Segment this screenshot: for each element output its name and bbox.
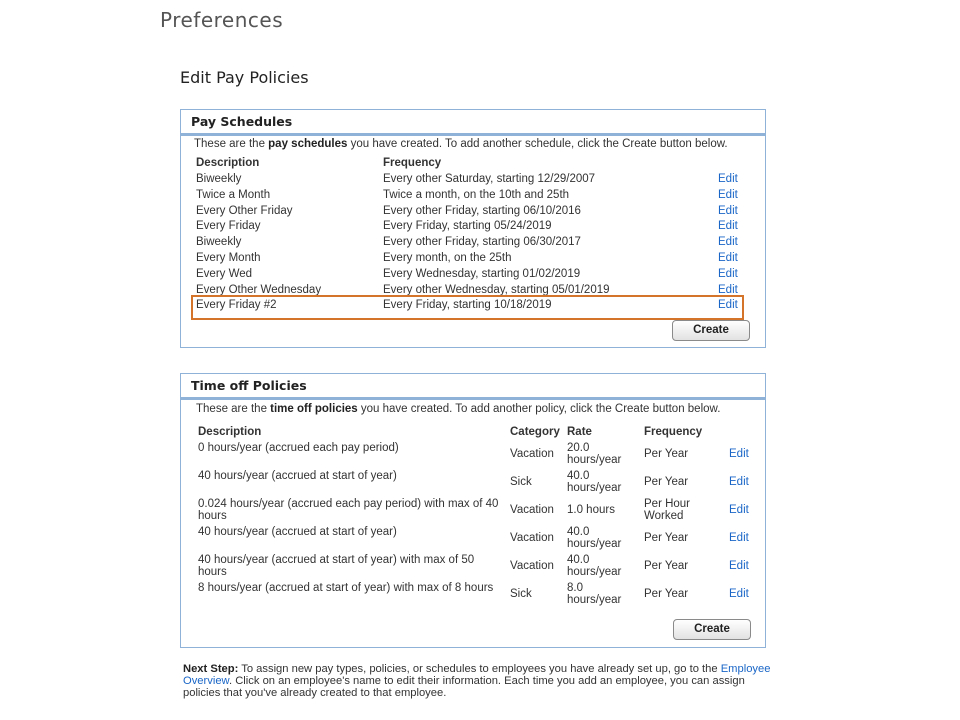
- time-off-rate-unit: hours/year: [567, 454, 622, 466]
- edit-time-off-link[interactable]: Edit: [729, 504, 749, 516]
- timeoff-col-category: Category: [510, 426, 560, 438]
- time-off-description: 0 hours/year (accrued each pay period): [198, 442, 399, 454]
- next-step-label: Next Step:: [183, 663, 239, 675]
- pay-schedule-description: Biweekly: [196, 236, 242, 248]
- edit-pay-schedule-link[interactable]: Edit: [718, 236, 738, 248]
- time-off-rate-unit: hours/year: [567, 482, 622, 494]
- time-off-rate: 8.0: [567, 582, 583, 594]
- time-off-description: 40 hours/year (accrued at start of year): [198, 470, 397, 482]
- edit-pay-schedule-link[interactable]: Edit: [718, 299, 738, 311]
- pay-schedule-description: Twice a Month: [196, 189, 271, 201]
- time-off-category: Sick: [510, 588, 532, 600]
- next-step-text: Next Step: To assign new pay types, policies, or schedules to employees you have already set up, go to the Employee Overview. Click on an employee's name to edit their information. Each time you add an employee, you can assign policies that you've already created to that employee.: [183, 663, 771, 699]
- time-off-category: Sick: [510, 476, 532, 488]
- edit-pay-schedule-link[interactable]: Edit: [718, 220, 738, 232]
- time-off-category: Vacation: [510, 532, 554, 544]
- pay-schedule-frequency: Every Wednesday, starting 01/02/2019: [383, 268, 581, 280]
- timeoff-col-rate: Rate: [567, 426, 592, 438]
- timeoff-col-frequency: Frequency: [644, 426, 703, 438]
- time-off-frequency: Per Year: [644, 532, 689, 544]
- pay-schedule-frequency: Every Friday, starting 10/18/2019: [383, 299, 552, 311]
- pay-schedule-description: Every Other Wednesday: [196, 284, 322, 296]
- pay-schedule-frequency: Every Friday, starting 05/24/2019: [383, 220, 552, 232]
- pay-schedule-description: Every Month: [196, 252, 261, 264]
- time-off-category: Vacation: [510, 448, 554, 460]
- time-off-rate: 20.0: [567, 442, 590, 454]
- time-off-rate-unit: hours/year: [567, 538, 622, 550]
- pay-schedule-description: Every Friday: [196, 220, 261, 232]
- pay-schedule-frequency: Every other Friday, starting 06/10/2016: [383, 205, 581, 217]
- pay-schedule-description: Every Friday #2: [196, 299, 277, 311]
- time-off-rate: 40.0: [567, 554, 590, 566]
- pay-schedule-frequency: Twice a month, on the 10th and 25th: [383, 189, 570, 201]
- time-off-description: 40 hours/year (accrued at start of year) with max of 50 hours: [198, 554, 475, 578]
- edit-time-off-link[interactable]: Edit: [729, 476, 749, 488]
- pay-schedule-description: Every Other Friday: [196, 205, 293, 217]
- time-off-frequency: Per Year: [644, 476, 689, 488]
- highlight-box: [191, 295, 744, 320]
- create-pay-schedule-button[interactable]: Create: [672, 320, 750, 341]
- edit-pay-schedule-link[interactable]: Edit: [718, 205, 738, 217]
- edit-time-off-link[interactable]: Edit: [729, 448, 749, 460]
- pay-schedule-frequency: Every other Friday, starting 06/30/2017: [383, 236, 581, 248]
- time-off-description: 40 hours/year (accrued at start of year): [198, 526, 397, 538]
- pay-schedule-frequency: Every other Saturday, starting 12/29/2007: [383, 173, 596, 185]
- pay-schedule-description: Biweekly: [196, 173, 242, 185]
- edit-pay-schedule-link[interactable]: Edit: [718, 284, 738, 296]
- time-off-frequency: Per Year: [644, 588, 689, 600]
- edit-pay-schedule-link[interactable]: Edit: [718, 189, 738, 201]
- time-off-rate: 1.0 hours: [567, 504, 615, 516]
- employee-overview-link[interactable]: Employee Overview: [183, 663, 771, 687]
- time-off-intro: These are the time off policies you have created. To add another policy, click the Create button below.: [196, 403, 721, 415]
- time-off-frequency: Per Hour Worked: [644, 498, 691, 522]
- time-off-title: Time off Policies: [181, 374, 765, 400]
- edit-time-off-link[interactable]: Edit: [729, 560, 749, 572]
- time-off-rate-unit: hours/year: [567, 594, 622, 606]
- edit-pay-schedule-link[interactable]: Edit: [718, 173, 738, 185]
- time-off-frequency: Per Year: [644, 560, 689, 572]
- time-off-frequency: Per Year: [644, 448, 689, 460]
- time-off-description: 0.024 hours/year (accrued each pay period) with max of 40 hours: [198, 498, 499, 522]
- time-off-description: 8 hours/year (accrued at start of year) with max of 8 hours: [198, 582, 494, 594]
- pay-schedule-frequency: Every other Wednesday, starting 05/01/2019: [383, 284, 610, 296]
- pay-schedule-description: Every Wed: [196, 268, 253, 280]
- time-off-rate: 40.0: [567, 470, 590, 482]
- time-off-rate-unit: hours/year: [567, 566, 622, 578]
- pay-schedules-intro: These are the pay schedules you have created. To add another schedule, click the Create button below.: [194, 138, 728, 150]
- pay-schedules-title: Pay Schedules: [181, 110, 765, 136]
- timeoff-col-description: Description: [198, 426, 262, 438]
- pay-schedule-frequency: Every month, on the 25th: [383, 252, 512, 264]
- edit-pay-schedule-link[interactable]: Edit: [718, 252, 738, 264]
- pay-col-description: Description: [196, 157, 260, 169]
- create-time-off-button[interactable]: Create: [673, 619, 751, 640]
- time-off-rate: 40.0: [567, 526, 590, 538]
- edit-time-off-link[interactable]: Edit: [729, 588, 749, 600]
- page-title: Preferences: [160, 8, 284, 32]
- edit-pay-schedule-link[interactable]: Edit: [718, 268, 738, 280]
- time-off-category: Vacation: [510, 560, 554, 572]
- edit-time-off-link[interactable]: Edit: [729, 532, 749, 544]
- pay-col-frequency: Frequency: [383, 157, 442, 169]
- time-off-category: Vacation: [510, 504, 554, 516]
- section-title: Edit Pay Policies: [180, 68, 309, 87]
